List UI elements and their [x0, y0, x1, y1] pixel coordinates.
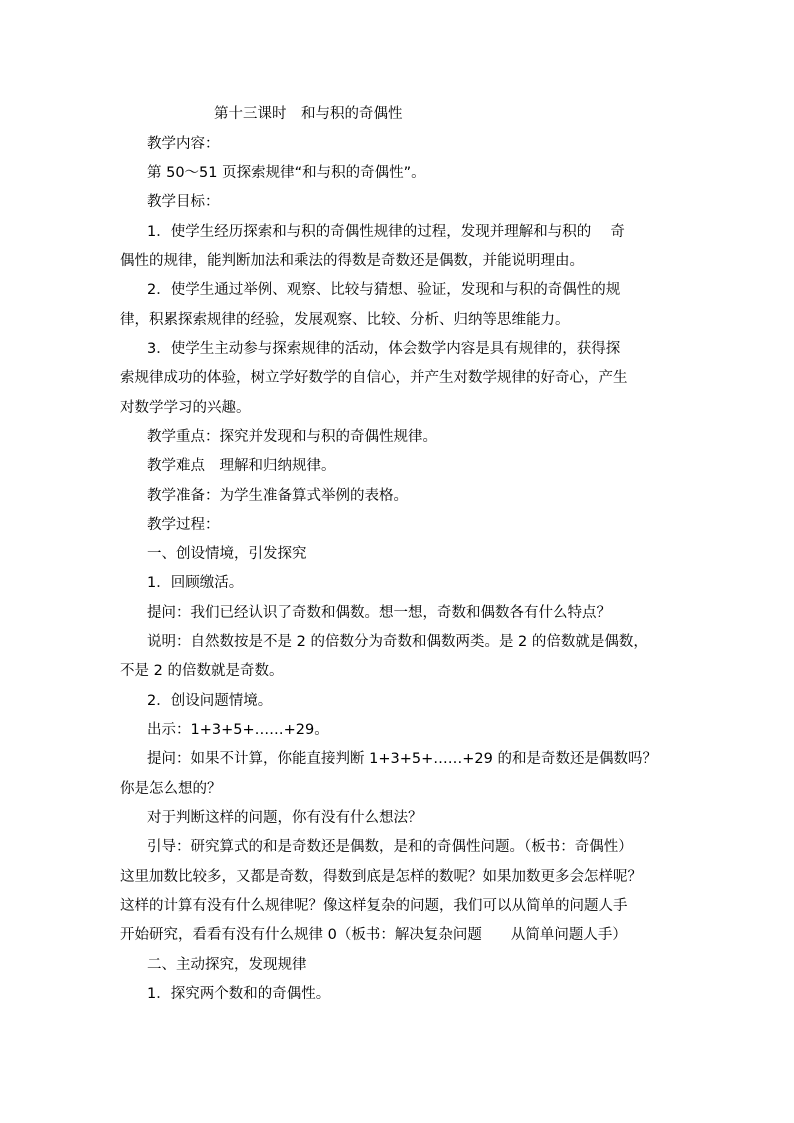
text-line-20: 2．创设问题情境。	[147, 693, 273, 709]
text-line-26: 这里加数比较多，又都是奇数，得数到底是怎样的数呢？如果加数更多会怎样呢？	[120, 869, 642, 885]
text-line-13: 教学准备：为学生准备算式举例的表格。	[147, 488, 408, 504]
text-line-17: 提问：我们已经认识了奇数和偶数。想一想，奇数和偶数各有什么特点？	[147, 605, 611, 621]
text-line-21: 出示：1+3+5+……+29。	[147, 722, 329, 738]
text-line-9: 索规律成功的体验，树立学好数学的自信心，并产生对数学规律的好奇心，产生	[120, 370, 628, 386]
text-line-24: 对于判断这样的问题，你有没有什么想法？	[147, 810, 423, 826]
text-line-15: 一、创设情境，引发探究	[147, 546, 307, 562]
text-line-19: 不是 2 的倍数就是奇数。	[120, 663, 284, 679]
text-line-5: 偶性的规律，能判断加法和乘法的得数是奇数还是偶数，并能说明理由。	[120, 253, 584, 269]
text-line-6: 2．使学生通过举例、观察、比较与猜想、验证，发现和与积的奇偶性的规	[147, 282, 621, 298]
text-line-4: 1．使学生经历探索和与积的奇偶性规律的过程，发现并理解和与积的 奇	[147, 224, 625, 240]
text-line-29: 二、主动探究，发现规律	[147, 957, 307, 973]
text-line-7: 律，积累探索规律的经验，发展观察、比较、分析、归纳等思维能力。	[120, 312, 570, 328]
text-line-25: 引导：研究算式的和是奇数还是偶数，是和的奇偶性问题。（板书：奇偶性）	[147, 839, 633, 855]
text-line-30: 1．探究两个数和的奇偶性。	[147, 986, 331, 1002]
text-line-27: 这样的计算有没有什么规律呢？像这样复杂的问题，我们可以从简单的问题人手	[120, 898, 628, 914]
text-line-10: 对数学学习的兴趣。	[120, 400, 251, 416]
text-line-16: 1．回顾缴活。	[147, 575, 244, 591]
text-line-14: 教学过程：	[147, 517, 220, 533]
lesson-title: 第十三课时 和与积的奇偶性	[214, 106, 403, 122]
text-line-8: 3．使学生主动参与探索规律的活动，体会数学内容是具有规律的，获得探	[147, 341, 621, 357]
text-line-1: 教学内容：	[147, 136, 220, 152]
text-line-11: 教学重点：探究并发现和与积的奇偶性规律。	[147, 429, 437, 445]
text-line-2: 第 50～51 页探索规律“和与积的奇偶性”。	[147, 165, 426, 181]
text-line-23: 你是怎么想的？	[120, 781, 222, 797]
text-line-28: 开始研究，看看有没有什么规律 0（板书：解决复杂问题 从简单问题人手）	[120, 927, 627, 943]
text-line-18: 说明：自然数按是不是 2 的倍数分为奇数和偶数两类。是 2 的倍数就是偶数，	[147, 634, 648, 650]
text-line-22: 提问：如果不计算，你能直接判断 1+3+5+……+29 的和是奇数还是偶数吗？	[147, 751, 657, 767]
text-line-12: 教学难点 理解和归纳规律。	[147, 458, 336, 474]
text-line-3: 教学目标：	[147, 194, 220, 210]
